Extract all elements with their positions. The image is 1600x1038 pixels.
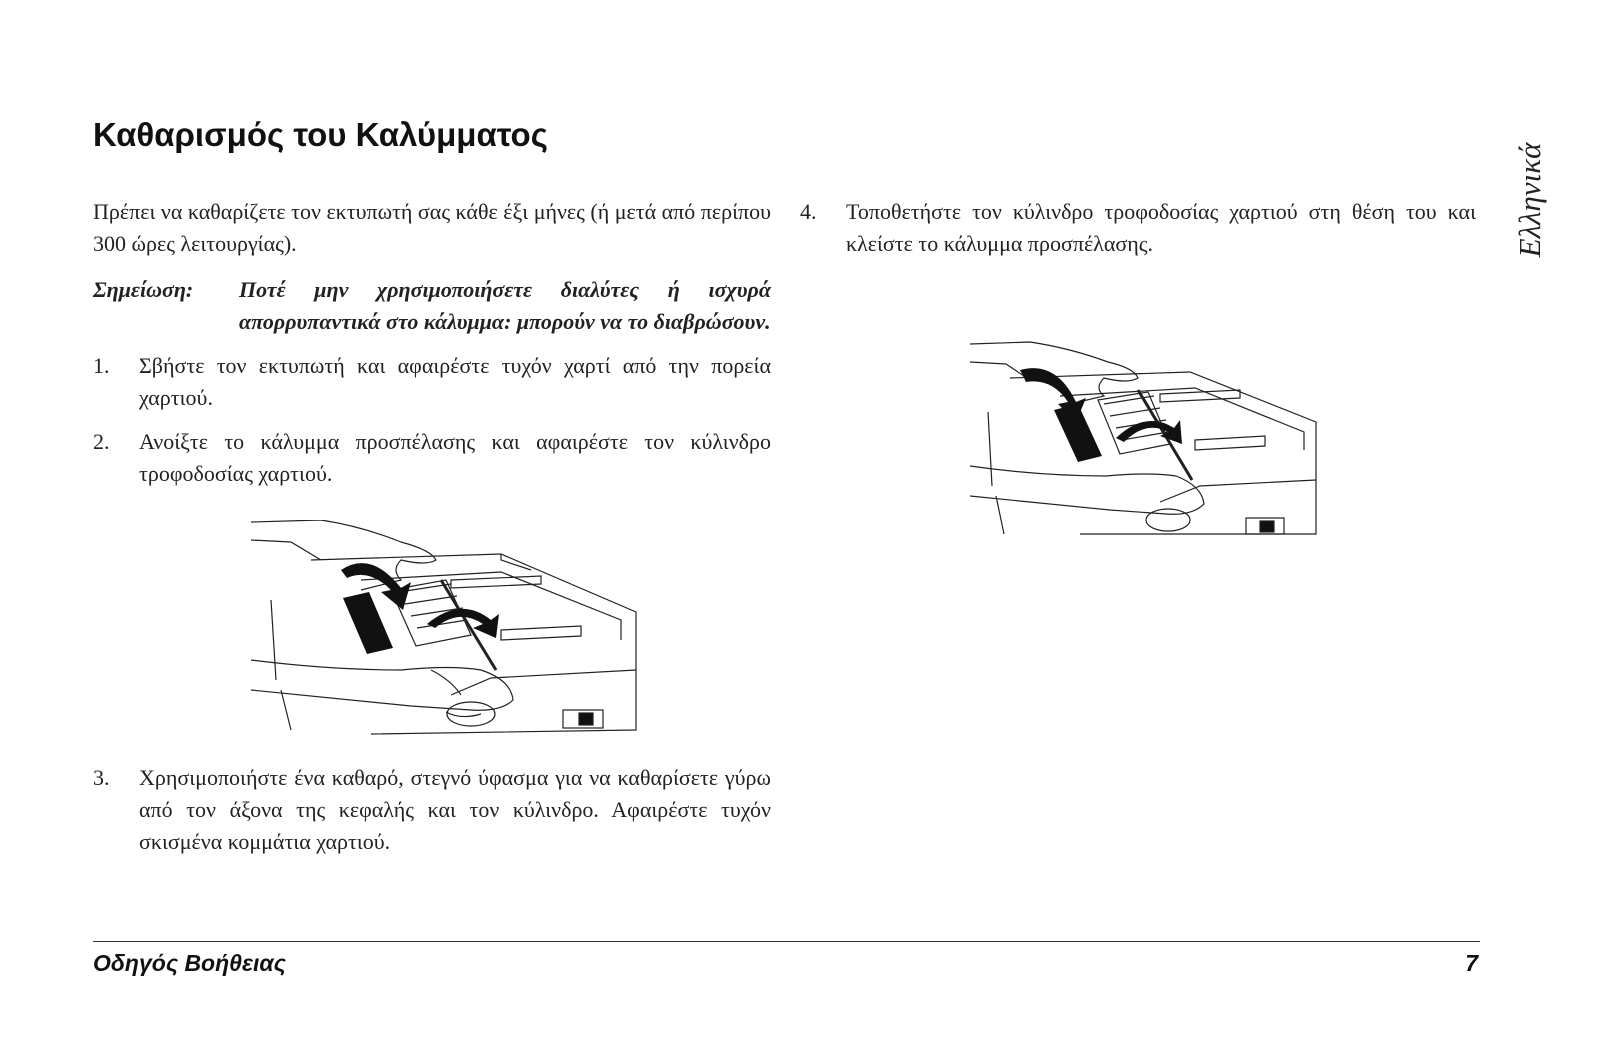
step-text: Ανοίξτε το κάλυμμα προσπέλασης και αφαιρέστε τον κύλινδρο τροφοδοσίας χαρτιού. (139, 429, 771, 486)
step-3 (93, 762, 771, 858)
replace-roller-illustration (970, 340, 1320, 536)
step-number: 4. (800, 199, 817, 224)
remove-roller-illustration (251, 520, 641, 736)
right-column (800, 196, 1476, 272)
left-column (93, 196, 771, 870)
step-number: 1. (93, 353, 110, 378)
step-4 (800, 196, 1476, 260)
step-2 (93, 426, 771, 490)
language-tab-label: Ελληνικά (1512, 142, 1547, 258)
note-label: Σημείωση: (93, 277, 194, 302)
footer-title: Οδηγός Βοήθειας (93, 950, 286, 976)
step-text: Χρησιμοποιήστε ένα καθαρό, στεγνό ύφασμα για να καθαρίσετε γύρω από τον άξονα της κεφαλής και τον κύλινδρο. Αφαιρέστε τυχόν σκισμένα κομμάτια χαρτιού. (139, 765, 771, 854)
step-1 (93, 350, 771, 414)
footer-divider (93, 941, 1480, 942)
step-number: 3. (93, 765, 110, 790)
step-text: Σβήστε τον εκτυπωτή και αφαιρέστε τυχόν χαρτί από την πορεία χαρτιού. (139, 353, 771, 410)
page-number: 7 (1465, 950, 1478, 976)
page-title: Καθαρισμός του Καλύμματος (93, 116, 548, 153)
note-block (93, 274, 771, 338)
language-tab (1508, 120, 1552, 280)
step-number: 2. (93, 429, 110, 454)
note-text: Ποτέ μην χρησιμοποιήσετε διαλύτες ή ισχυρά απορρυπαντικά στο κάλυμμα: μπορούν να το διαβρώσουν. (239, 277, 771, 334)
step-text: Τοποθετήστε τον κύλινδρο τροφοδοσίας χαρτιού στη θέση του και κλείστε το κάλυμμα προσπέλασης. (846, 199, 1476, 256)
intro-paragraph: Πρέπει να καθαρίζετε τον εκτυπωτή σας κάθε έξι μήνες (ή μετά από περίπου 300 ώρες λειτουργίας). (93, 199, 771, 256)
